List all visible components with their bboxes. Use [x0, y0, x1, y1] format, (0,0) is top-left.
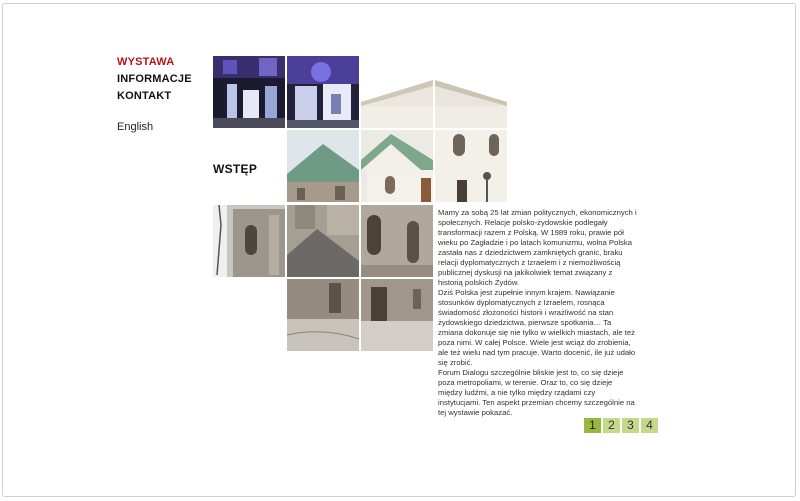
nav-link-informacje[interactable]: INFORMACJE	[117, 73, 192, 85]
tile-ruin-roof[interactable]	[287, 205, 359, 277]
tile-stone-wall-tree[interactable]	[213, 205, 285, 277]
page-button-4[interactable]: 4	[641, 418, 658, 433]
page-button-3[interactable]: 3	[622, 418, 639, 433]
photo-building-icon	[287, 130, 359, 202]
photo-building-icon	[361, 80, 433, 128]
nav-link-wystawa[interactable]: WYSTAWA	[117, 56, 175, 68]
tile-facade-door-lamp[interactable]	[435, 130, 507, 202]
tile-ruin-foundation[interactable]	[287, 279, 359, 351]
article-text	[438, 208, 638, 418]
section-title: WSTĘP	[213, 162, 258, 176]
photo-ruin-icon	[361, 279, 433, 351]
tile-exhibition-hall-1[interactable]	[213, 56, 285, 128]
tile-facade-green-roof[interactable]	[361, 130, 433, 202]
tile-ruin-window[interactable]	[361, 205, 433, 277]
main-nav	[117, 54, 192, 105]
photo-ruin-icon	[213, 205, 285, 277]
tile-exhibition-hall-2[interactable]	[287, 56, 359, 128]
article-paragraph: Dziś Polska jest zupełnie innym krajem. Nawiązanie stosunków dyplomatycznych z Izraelem, rosnąca świadomość złożoności historii i wrażliwość na stan żydowskiego dziedzictwa, pierwsze spotkania… Ta zmiana dokonuje się nie tylko w wielkich miastach, ale też poza nimi. W całej Polsce. Wiele jest wciąż do zrobienia, ale też wielu nad tym pracuje. Warto docenić, ile już udało się zrobić.	[438, 288, 636, 367]
photo-ruin-icon	[287, 205, 359, 277]
page-button-1[interactable]: 1	[584, 418, 601, 433]
photo-ruin-icon	[287, 279, 359, 351]
tile-ruin-doorway[interactable]	[361, 279, 433, 351]
photo-building-icon	[435, 130, 507, 202]
article-paragraph: Forum Dialogu szczególnie bliskie jest to, co się dzieje poza metropoliami, w terenie. Oraz to, co się dzieje między ludźmi, a nie tylko między rządami czy instytucjami. Ten aspekt przemian chcemy szczególnie na tej wystawie pokazać.	[438, 368, 635, 417]
photo-ruin-icon	[361, 205, 433, 277]
nav-link-kontakt[interactable]: KONTAKT	[117, 90, 172, 102]
photo-exhibition-interior-icon	[287, 56, 359, 128]
tile-green-roof-building[interactable]	[287, 130, 359, 202]
pagination	[584, 418, 658, 433]
tile-synagogue-facade-roof-right[interactable]	[435, 80, 507, 128]
language-switch-link[interactable]: English	[117, 121, 154, 133]
tile-synagogue-facade-roof-left[interactable]	[361, 80, 433, 128]
article-paragraph: Mamy za sobą 25 lat zmian politycznych, ekonomicznych i społecznych. Relacje polsko-żydowskie podlegały transformacji razem z Polską. W 1989 roku, prawie pół wieku po Zagładzie i po latach komunizmu, wolna Polska zastała nas z dziedzictwem zamkniętych granic, braku relacji dyplomatycznych z Izraelem i z niemożliwością publicznej dyskusji na jakikolwiek temat związany z historią polskich Żydów.	[438, 208, 637, 287]
photo-exhibition-interior-icon	[213, 56, 285, 128]
page-button-2[interactable]: 2	[603, 418, 620, 433]
photo-building-icon	[435, 80, 507, 128]
photo-building-icon	[361, 130, 433, 202]
